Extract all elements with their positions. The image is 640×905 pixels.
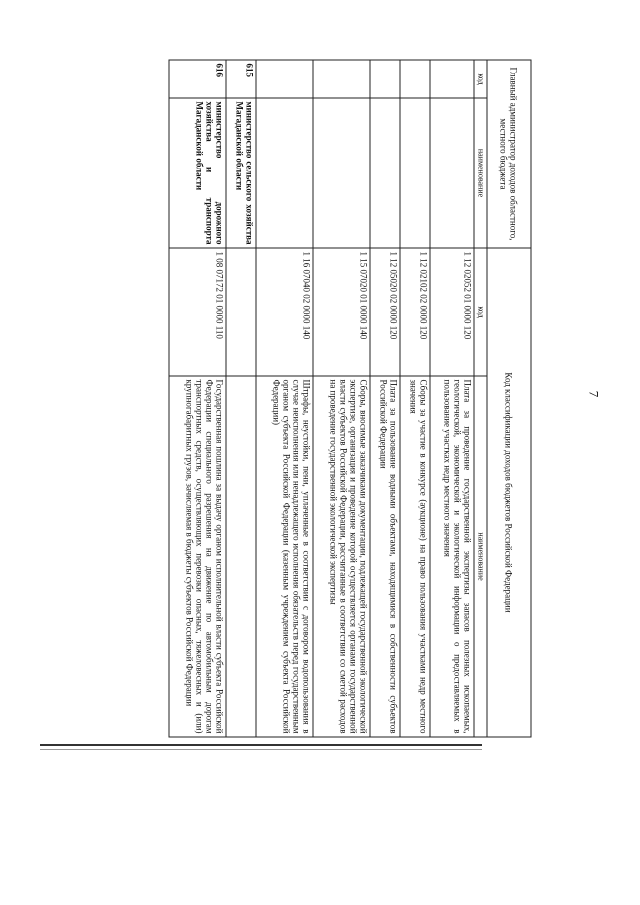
kbk-name-cell: Сборы за участие в конкурсе (аукционе) на право пользования участками недр местного значения [400,376,430,737]
header-admin-code: код [474,60,487,98]
kbk-code-cell: 1 08 07172 01 0000 110 [169,248,226,376]
kbk-code-cell: 1 12 02102 02 0000 120 [400,248,430,376]
kbk-name-cell: Государственная пошлина за выдачу органом исполнительной власти субъекта Российской Федерации специального разрешения на движение по автомобильным дорогам транспортных средств, осуществляющих перевозки опасных, тяжеловесных и (или) крупногабаритных грузов, зачисляемая в бюджеты субъектов Российской Федерации [169,376,226,737]
admin-name-cell: министерство дорожного хозяйства и транспорта Магаданской области [169,98,226,248]
kbk-name-cell: Плата за проведение государственной экспертизы запасов полезных ископаемых, геологической, экономической и экологической информации о предоставляемых в пользование участках недр местного значения [430,376,474,737]
kbk-name-cell: Сборы, вносимые заказчиками документации, подлежащей государственной экологической экспертизе, организация и проведение которой осуществляется органами государственной власти субъектов Российской Федерации, рассчитанные в соответствии со сметой расходов на проведение государственной экологической экспертизы [313,376,370,737]
header-row-2 [474,60,487,737]
admin-name-cell [370,98,400,248]
table-row [370,60,400,737]
header-admin-group: Главный администратор доходов областного, местного бюджета [487,60,531,248]
admin-name-cell [256,98,313,248]
bottom-rule [40,744,482,746]
kbk-name-cell: Штрафы, неустойки, пени, уплаченные в соответствии с договором водопользования в случае неисполнения или ненадлежащего исполнения обязательств перед государственным органом субъекта Российской Федерации (казенным учреждением субъекта Российской Федерации) [256,376,313,737]
revenue-classification-table [169,60,532,738]
kbk-code-cell: 1 12 05020 02 0000 120 [370,248,400,376]
table-row [430,60,474,737]
admin-code-cell: 616 [169,60,226,98]
header-kbk-name: наименование [474,376,487,737]
admin-name-cell: министерство сельского хозяйства Магаданской области [226,98,256,248]
admin-name-cell [400,98,430,248]
kbk-code-cell: 1 12 02052 01 0000 120 [430,248,474,376]
admin-code-cell [430,60,474,98]
admin-code-cell: 615 [226,60,256,98]
table-row [400,60,430,737]
table-row [256,60,313,737]
kbk-name-cell: Плата за пользование водными объектами, находящимися в собственности субъектов Российской Федерации [370,376,400,737]
header-kbk-code: код [474,248,487,376]
kbk-name-cell [226,376,256,737]
header-admin-name: наименование [474,98,487,248]
admin-code-cell [313,60,370,98]
header-row-1 [503,60,531,737]
admin-name-cell [430,98,474,248]
header-classification-group: Код классификации доходов бюджетов Российской Федерации [487,248,531,737]
table-row [226,60,256,737]
kbk-code-cell [226,248,256,376]
admin-name-cell [313,98,370,248]
page-number: 7 [586,390,602,398]
admin-code-cell [400,60,430,98]
admin-code-cell [370,60,400,98]
table-row [169,60,226,737]
bottom-rule-secondary [40,749,482,750]
kbk-code-cell: 1 16 07040 02 0000 140 [256,248,313,376]
rotated-table-wrapper [169,60,532,738]
kbk-code-cell: 1 15 07020 01 0000 140 [313,248,370,376]
table-row [313,60,370,737]
admin-code-cell [256,60,313,98]
